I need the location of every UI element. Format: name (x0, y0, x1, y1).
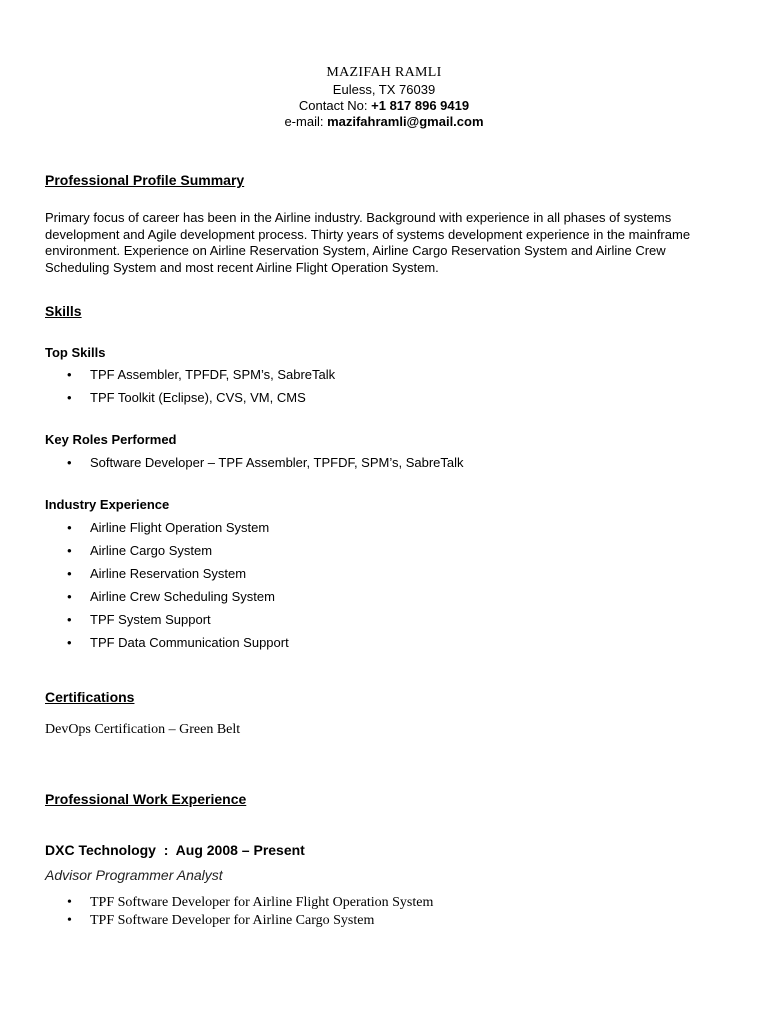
top-skills-list (45, 367, 335, 413)
list-item-text: Airline Flight Operation System (90, 520, 270, 535)
list-item (45, 635, 289, 658)
certification-item: DevOps Certification – Green Belt (45, 722, 241, 737)
list-item (45, 367, 335, 390)
list-item-text: TPF Toolkit (Eclipse), CVS, VM, CMS (90, 390, 306, 405)
bullet-icon: • (67, 455, 72, 470)
bullet-icon: • (67, 367, 72, 382)
email-address: mazifahramli@gmail.com (327, 114, 484, 129)
list-item (45, 455, 464, 478)
top-skills-title: Top Skills (45, 345, 106, 360)
list-item-text: TPF Software Developer for Airline Cargo System (90, 913, 375, 928)
certifications-section-title: Certifications (45, 689, 135, 705)
list-item-text: TPF Data Communication Support (90, 635, 289, 650)
bullet-icon: • (67, 612, 72, 627)
list-item-text: Software Developer – TPF Assembler, TPFDF, SPM’s, SabreTalk (90, 455, 464, 470)
bullet-icon: • (67, 895, 72, 910)
bullet-icon: • (67, 635, 72, 650)
job-duties-list (45, 894, 433, 930)
contact-label: Contact No: (298, 98, 372, 113)
bullet-icon: • (67, 589, 72, 604)
job-company-line: DXC Technology : Aug 2008 – Present (45, 842, 305, 858)
list-item (45, 894, 433, 912)
job-role: Advisor Programmer Analyst (45, 867, 223, 883)
candidate-name: MAZIFAH RAMLI (326, 65, 442, 80)
profile-summary-text: Primary focus of career has been in the Airline industry. Background with experience in all phases of systems development and Agile development process. Thirty years of systems development experience in the mainframe environment. Experience on Airline Reservation System, Airline Cargo Reservation System and Airline Crew Scheduling System and most recent Airline Flight Operation System. (45, 210, 691, 275)
profile-section-title: Professional Profile Summary (45, 172, 245, 188)
list-item (45, 390, 335, 413)
list-item (45, 912, 433, 930)
list-item (45, 543, 289, 566)
list-item-text: Airline Cargo System (90, 543, 213, 558)
email-label: e-mail: (284, 114, 328, 129)
location: Euless, TX 76039 (332, 82, 436, 97)
bullet-icon: • (67, 390, 72, 405)
skills-section-title: Skills (45, 303, 82, 319)
list-item (45, 612, 289, 635)
list-item-text: Airline Reservation System (90, 566, 247, 581)
bullet-icon: • (67, 566, 72, 581)
bullet-icon: • (67, 543, 72, 558)
list-item-text: Airline Crew Scheduling System (90, 589, 275, 604)
industry-experience-title: Industry Experience (45, 497, 170, 512)
list-item-text: TPF System Support (90, 612, 211, 627)
list-item (45, 520, 289, 543)
resume-header (0, 64, 768, 130)
contact-line (0, 98, 768, 114)
email-line (0, 114, 768, 130)
list-item (45, 589, 289, 612)
list-item (45, 566, 289, 589)
bullet-icon: • (67, 520, 72, 535)
list-item-text: TPF Assembler, TPFDF, SPM’s, SabreTalk (90, 367, 336, 382)
work-section-title: Professional Work Experience (45, 791, 247, 807)
industry-experience-list (45, 520, 289, 658)
key-roles-list (45, 455, 464, 478)
bullet-icon: • (67, 913, 72, 928)
list-item-text: TPF Software Developer for Airline Flight Operation System (90, 895, 434, 910)
contact-number: +1 817 896 9419 (371, 98, 470, 113)
key-roles-title: Key Roles Performed (45, 432, 177, 447)
